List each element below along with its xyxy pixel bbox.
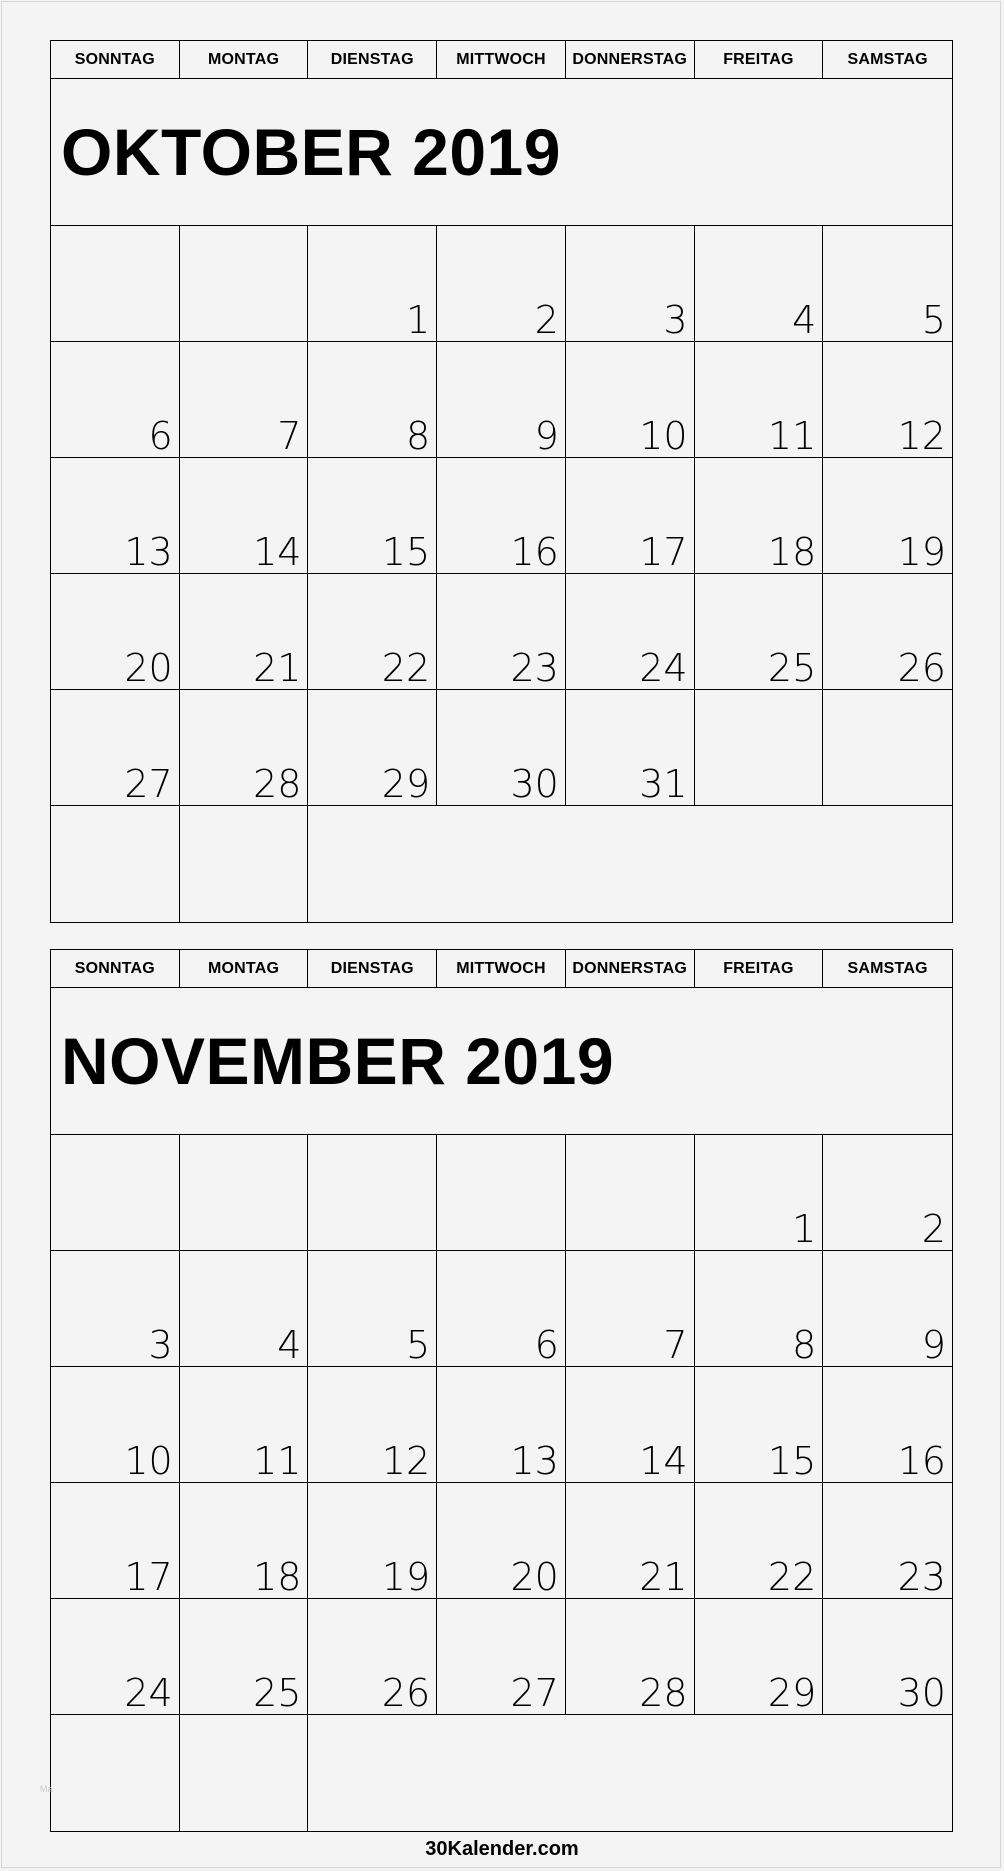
day-cell bbox=[180, 1135, 309, 1251]
day-cell bbox=[180, 1367, 309, 1483]
day-cell bbox=[566, 342, 695, 458]
day-cell bbox=[51, 690, 180, 806]
day-cell bbox=[823, 574, 952, 690]
weekday-samstag: SAMSTAG bbox=[847, 50, 928, 68]
day-cell bbox=[437, 342, 566, 458]
weekday-mittwoch: MITTWOCH bbox=[437, 41, 566, 78]
day-cell bbox=[51, 1599, 180, 1715]
weekday-header-row bbox=[51, 41, 952, 79]
day-number: 14 bbox=[639, 1439, 688, 1483]
day-number: 15 bbox=[381, 530, 431, 574]
day-cell bbox=[823, 342, 952, 458]
day-cell bbox=[437, 1483, 566, 1599]
weekday-donnerstag: DONNERSTAG bbox=[566, 41, 695, 78]
day-number: 20 bbox=[510, 1555, 559, 1599]
day-number: 2 bbox=[534, 298, 559, 342]
day-cell bbox=[695, 458, 824, 574]
day-number: 27 bbox=[124, 762, 173, 806]
day-number: 12 bbox=[897, 414, 946, 458]
day-cell bbox=[695, 1251, 824, 1367]
weekday-donnerstag: DONNERSTAG bbox=[566, 950, 695, 987]
notes-cell bbox=[308, 806, 952, 922]
day-number: 22 bbox=[767, 1555, 817, 1599]
weekday-montag: MONTAG bbox=[180, 950, 309, 987]
day-cell bbox=[180, 342, 309, 458]
day-number: 4 bbox=[277, 1323, 302, 1367]
day-cell bbox=[566, 1135, 695, 1251]
day-number: 3 bbox=[148, 1323, 173, 1367]
day-cell bbox=[308, 226, 437, 342]
weekday-sonntag: SONNTAG bbox=[51, 41, 180, 78]
day-cell bbox=[823, 1135, 952, 1251]
day-cell bbox=[308, 458, 437, 574]
day-number: 29 bbox=[767, 1671, 817, 1715]
day-cell bbox=[823, 458, 952, 574]
day-cell bbox=[823, 1367, 952, 1483]
day-number: 1 bbox=[405, 298, 431, 342]
day-cell bbox=[695, 1483, 824, 1599]
month-title: OKTOBER 2019 bbox=[51, 79, 952, 226]
day-cell bbox=[180, 806, 309, 922]
day-number: 20 bbox=[124, 646, 173, 690]
day-cell bbox=[566, 226, 695, 342]
day-number: 11 bbox=[767, 414, 817, 458]
weekday-header-row bbox=[51, 950, 952, 988]
day-cell bbox=[566, 574, 695, 690]
day-cell bbox=[437, 690, 566, 806]
day-cell bbox=[823, 1599, 952, 1715]
day-number: 25 bbox=[767, 646, 817, 690]
day-cell bbox=[180, 574, 309, 690]
day-number: 12 bbox=[381, 1439, 431, 1483]
day-cell bbox=[180, 226, 309, 342]
day-number: 1 bbox=[792, 1207, 817, 1251]
day-number: 17 bbox=[124, 1555, 173, 1599]
day-cell bbox=[437, 1251, 566, 1367]
day-cell bbox=[437, 226, 566, 342]
day-cell bbox=[695, 1599, 824, 1715]
weekday-dienstag: DIENSTAG bbox=[308, 41, 437, 78]
day-number: 16 bbox=[510, 530, 559, 574]
day-number: 28 bbox=[253, 762, 302, 806]
day-grid bbox=[51, 226, 952, 922]
day-cell bbox=[51, 1135, 180, 1251]
day-number: 21 bbox=[639, 1555, 688, 1599]
day-number: 31 bbox=[639, 762, 688, 806]
day-number: 19 bbox=[381, 1555, 431, 1599]
day-cell bbox=[51, 1251, 180, 1367]
day-number: 16 bbox=[897, 1439, 946, 1483]
weekday-sonntag: SONNTAG bbox=[51, 950, 180, 987]
day-number: 5 bbox=[921, 298, 946, 342]
day-number: 9 bbox=[921, 1323, 946, 1367]
day-cell bbox=[308, 1367, 437, 1483]
day-cell bbox=[566, 1483, 695, 1599]
day-cell bbox=[695, 1135, 824, 1251]
day-number: 19 bbox=[897, 530, 946, 574]
day-number: 14 bbox=[253, 530, 302, 574]
day-number: 13 bbox=[510, 1439, 559, 1483]
day-cell bbox=[695, 226, 824, 342]
weekday-samstag: SAMSTAG bbox=[847, 959, 928, 977]
weekday-freitag: FREITAG bbox=[695, 41, 824, 78]
day-number: 2 bbox=[921, 1207, 946, 1251]
day-number: 5 bbox=[405, 1323, 431, 1367]
day-cell bbox=[308, 1135, 437, 1251]
day-cell bbox=[308, 1251, 437, 1367]
weekday-montag: MONTAG bbox=[180, 41, 309, 78]
day-cell bbox=[437, 1135, 566, 1251]
calendar-october bbox=[50, 40, 953, 923]
day-number: 7 bbox=[277, 414, 302, 458]
day-cell bbox=[695, 342, 824, 458]
day-grid bbox=[51, 1135, 952, 1831]
day-number: 17 bbox=[639, 530, 688, 574]
day-cell bbox=[308, 342, 437, 458]
day-number: 15 bbox=[767, 1439, 817, 1483]
notes-cell bbox=[308, 1715, 952, 1831]
day-cell bbox=[823, 1251, 952, 1367]
day-number: 23 bbox=[510, 646, 559, 690]
day-cell bbox=[695, 1367, 824, 1483]
day-cell bbox=[823, 1483, 952, 1599]
weekday-freitag: FREITAG bbox=[695, 950, 824, 987]
day-cell bbox=[437, 574, 566, 690]
day-cell bbox=[51, 1483, 180, 1599]
calendar-november bbox=[50, 949, 953, 1832]
day-number: 4 bbox=[792, 298, 817, 342]
day-number: 10 bbox=[124, 1439, 173, 1483]
day-cell bbox=[437, 1367, 566, 1483]
day-number: 26 bbox=[381, 1671, 431, 1715]
day-cell bbox=[51, 458, 180, 574]
day-cell bbox=[823, 690, 952, 806]
day-cell bbox=[695, 690, 824, 806]
day-number: 21 bbox=[253, 646, 302, 690]
day-number: 24 bbox=[639, 646, 688, 690]
footer-website-label: 30Kalender.com bbox=[425, 1838, 579, 1860]
day-cell bbox=[437, 458, 566, 574]
day-number: 9 bbox=[534, 414, 559, 458]
day-cell bbox=[823, 226, 952, 342]
day-cell bbox=[308, 1483, 437, 1599]
day-number: 3 bbox=[663, 298, 688, 342]
day-cell bbox=[51, 574, 180, 690]
day-number: 10 bbox=[639, 414, 688, 458]
day-cell bbox=[51, 1367, 180, 1483]
day-number: 13 bbox=[124, 530, 173, 574]
day-cell bbox=[566, 1251, 695, 1367]
day-number: 26 bbox=[897, 646, 946, 690]
day-cell bbox=[308, 1599, 437, 1715]
day-cell bbox=[695, 574, 824, 690]
day-cell bbox=[566, 458, 695, 574]
day-number: 18 bbox=[767, 530, 817, 574]
day-number: 8 bbox=[405, 414, 431, 458]
day-cell bbox=[180, 1715, 309, 1831]
day-number: 6 bbox=[534, 1323, 559, 1367]
day-number: 8 bbox=[792, 1323, 817, 1367]
day-number: 27 bbox=[510, 1671, 559, 1715]
day-cell bbox=[308, 574, 437, 690]
day-cell bbox=[566, 1599, 695, 1715]
day-number: 30 bbox=[510, 762, 559, 806]
day-cell bbox=[180, 1251, 309, 1367]
day-cell bbox=[51, 342, 180, 458]
corner-mark: Ma bbox=[40, 1784, 53, 1794]
day-number: 11 bbox=[253, 1439, 302, 1483]
day-number: 28 bbox=[639, 1671, 688, 1715]
day-cell bbox=[566, 1367, 695, 1483]
day-number: 7 bbox=[663, 1323, 688, 1367]
day-cell bbox=[566, 690, 695, 806]
weekday-mittwoch: MITTWOCH bbox=[437, 950, 566, 987]
weekday-dienstag: DIENSTAG bbox=[308, 950, 437, 987]
day-cell bbox=[308, 690, 437, 806]
day-cell bbox=[180, 458, 309, 574]
day-cell bbox=[180, 1599, 309, 1715]
day-number: 25 bbox=[253, 1671, 302, 1715]
day-cell bbox=[51, 226, 180, 342]
day-number: 23 bbox=[897, 1555, 946, 1599]
day-number: 24 bbox=[124, 1671, 173, 1715]
month-title: NOVEMBER 2019 bbox=[51, 988, 952, 1135]
day-number: 18 bbox=[253, 1555, 302, 1599]
day-cell bbox=[51, 1715, 180, 1831]
day-number: 29 bbox=[381, 762, 431, 806]
day-number: 22 bbox=[381, 646, 431, 690]
day-cell bbox=[437, 1599, 566, 1715]
day-cell bbox=[51, 806, 180, 922]
day-number: 6 bbox=[148, 414, 173, 458]
day-cell bbox=[180, 690, 309, 806]
day-number: 30 bbox=[897, 1671, 946, 1715]
day-cell bbox=[180, 1483, 309, 1599]
